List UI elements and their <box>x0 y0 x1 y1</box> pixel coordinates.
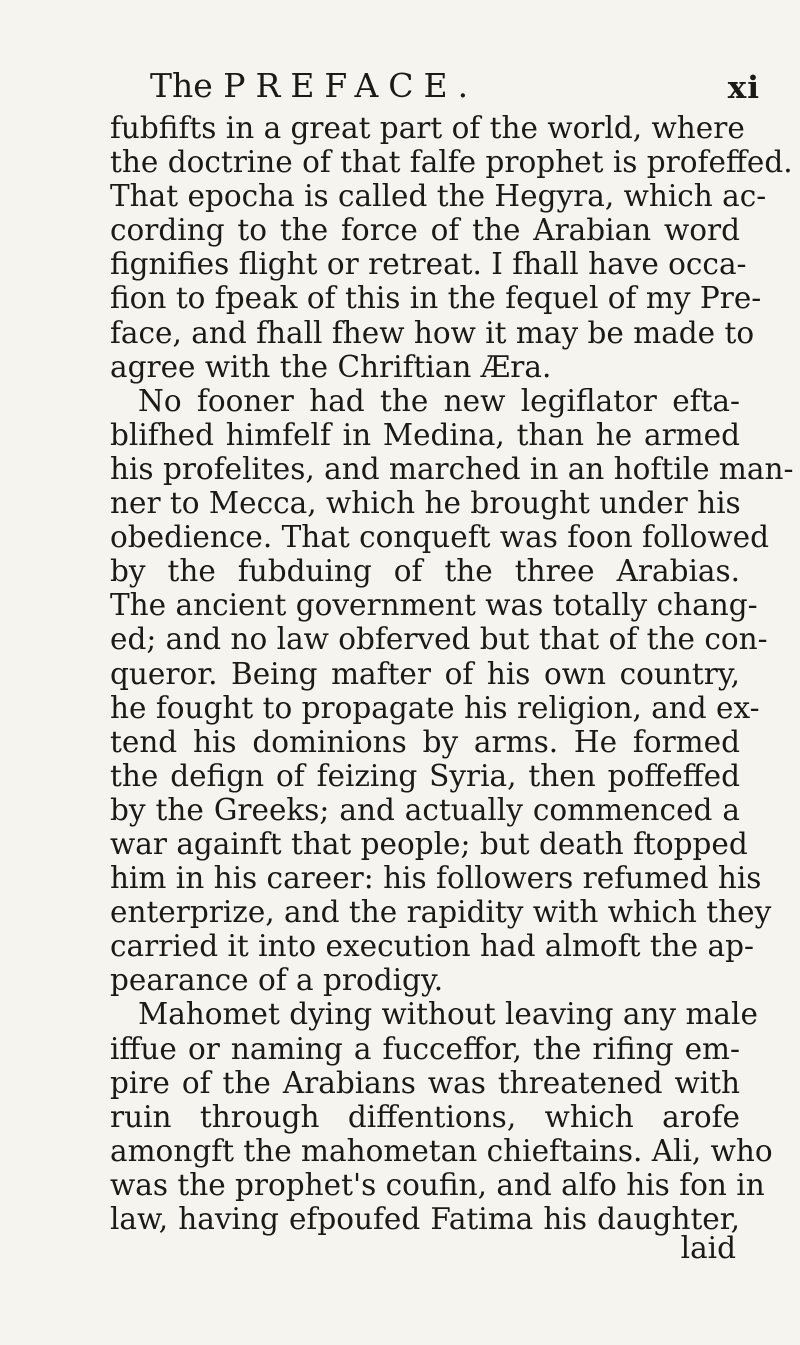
text-line: ner to Mecca, which he brought under his <box>110 486 741 521</box>
text-line: fignifies flight or retreat. I fhall have occa- <box>110 247 747 282</box>
catchword: laid <box>680 1231 736 1265</box>
running-head <box>150 66 478 105</box>
text-line: queror. Being mafter of his own country, <box>110 656 740 691</box>
text-line: obedience. That conqueft was foon followed <box>110 520 769 555</box>
text-line: iffue or naming a fucceffor, the rifing em- <box>110 1031 740 1066</box>
text-line: law, having efpoufed Fatima his daughter, <box>110 1202 740 1236</box>
text-line: fion to fpeak of this in the fequel of my Pre- <box>110 281 762 316</box>
text-line: ruin through diffentions, which arofe <box>110 1099 740 1134</box>
text-line: he fought to propagate his religion, and ex- <box>110 690 760 725</box>
running-head-title: PREFACE. <box>223 66 479 105</box>
text-line: him in his career: his followers refumed his <box>110 861 762 896</box>
text-line: No fooner had the new legiflator efta- <box>138 383 740 418</box>
text-line: agree with the Chriftian Æra. <box>110 349 552 384</box>
text-line: was the prophet's coufin, and alfo his fon in <box>110 1167 765 1202</box>
text-line: ed; and no law obferved but that of the con- <box>110 622 768 657</box>
text-line: blifhed himfelf in Medina, than he armed <box>110 417 740 452</box>
text-line: by the Greeks; and actually commenced a <box>110 792 740 827</box>
text-line: the defign of feizing Syria, then poffeffed <box>110 758 740 793</box>
text-line: war againft that people; but death ftopped <box>110 826 748 861</box>
text-line: fubfifts in a great part of the world, where <box>110 111 745 145</box>
text-line: his profelites, and marched in an hoftile man- <box>110 451 794 486</box>
text-line: the doctrine of that falfe prophet is profeffed. <box>110 145 793 180</box>
text-line: pire of the Arabians was threatened with <box>110 1065 740 1100</box>
text-line: tend his dominions by arms. He formed <box>110 724 740 759</box>
text-line: enterprize, and the rapidity with which they <box>110 895 772 930</box>
text-line: Mahomet dying without leaving any male <box>138 997 758 1032</box>
page-header <box>150 66 760 114</box>
text-line: pearance of a prodigy. <box>110 963 444 998</box>
body-text <box>110 111 794 1236</box>
page-number: xi <box>727 70 760 106</box>
text-line: The ancient government was totally chang- <box>110 588 758 623</box>
text-line: face, and fhall fhew how it may be made to <box>110 315 755 350</box>
text-line: cording to the force of the Arabian word <box>110 213 740 248</box>
text-line: by the fubduing of the three Arabias. <box>110 554 740 589</box>
text-line: carried it into execution had almoft the ap- <box>110 929 754 964</box>
text-line: amongft the mahometan chieftains. Ali, who <box>110 1133 773 1168</box>
running-head-the: The <box>150 66 213 105</box>
text-line: That epocha is called the Hegyra, which ac- <box>110 179 767 214</box>
